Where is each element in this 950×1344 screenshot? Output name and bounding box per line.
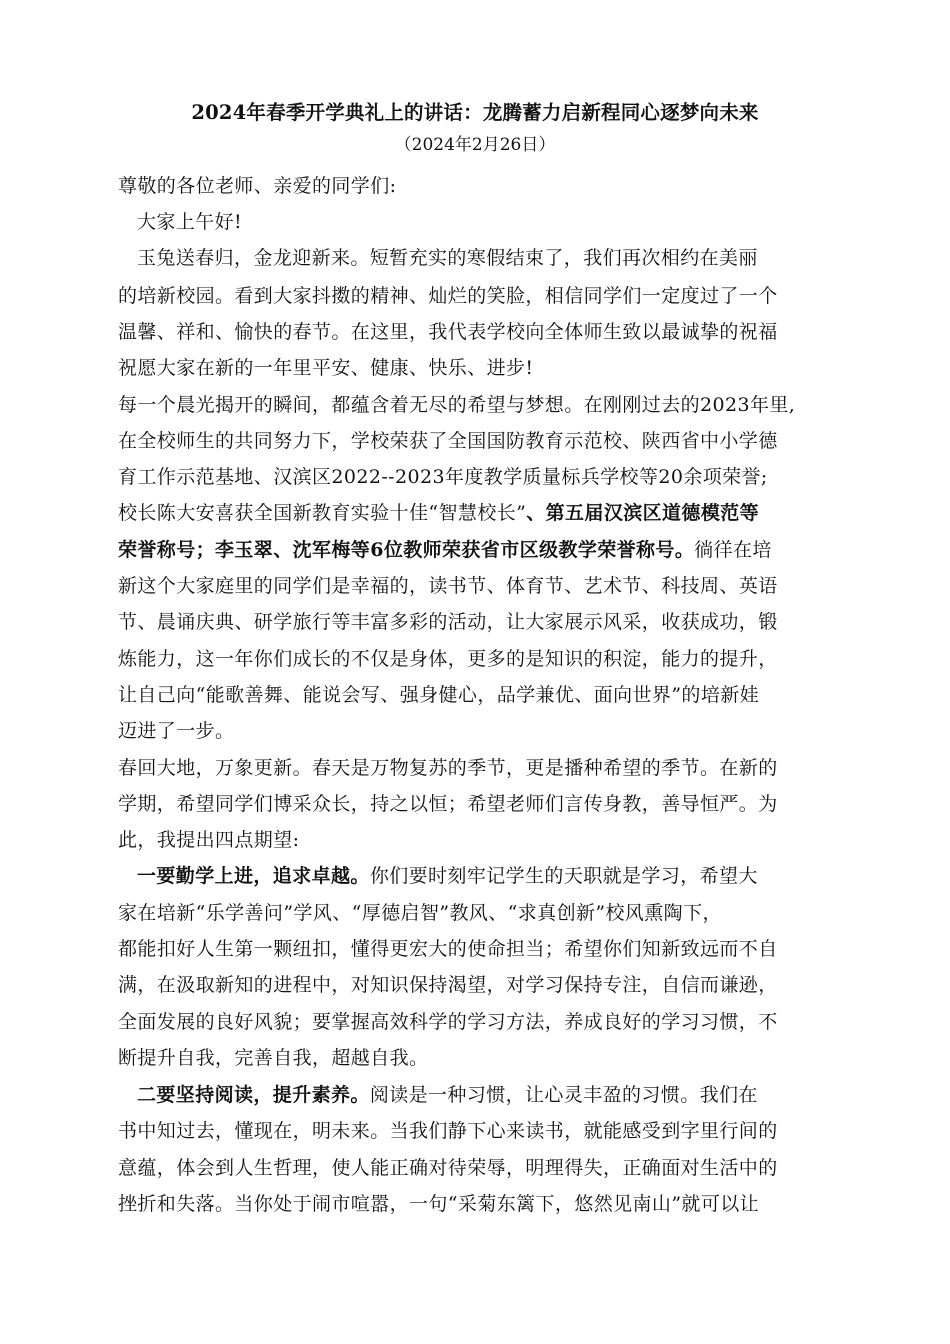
body-text: 祝愿大家在新的一年里平安、健康、快乐、进步! bbox=[118, 357, 534, 379]
body-text: 温馨、祥和、愉快的春节。在这里，我代表学校向全体师生致以最诚挚的祝福 bbox=[118, 321, 778, 343]
body-text: 意蕴，体会到人生哲理，使人能正确对待荣辱，明理得失，正确面对生活中的 bbox=[118, 1157, 778, 1179]
bold-text: 一要勤学上进，追求卓越。 bbox=[137, 865, 370, 887]
body-text: 全面发展的良好风貌；要掌握高效科学的学习方法，养成良好的学习习惯，不 bbox=[118, 1011, 778, 1033]
bold-text: 二要坚持阅读，提升素养。 bbox=[137, 1084, 370, 1106]
body-text: 徜徉在培 bbox=[694, 539, 772, 561]
text-line bbox=[118, 280, 878, 312]
body-text: 让自己向“能歌善舞、能说会写、强身健心，品学兼优、面向世界”的培新娃 bbox=[118, 684, 760, 706]
text-line bbox=[118, 316, 878, 348]
text-line bbox=[137, 242, 897, 274]
bold-text: 荣誉称号；李玉翠、沈军梅等6位教师荣获省市区级教学荣誉称号。 bbox=[118, 539, 695, 561]
text-line bbox=[137, 860, 897, 892]
text-line bbox=[118, 461, 878, 493]
body-text: 的培新校园。看到大家抖擞的精神、灿烂的笑脸，相信同学们一定度过了一个 bbox=[118, 285, 778, 307]
body-text: 满，在汲取新知的进程中，对知识保持渴望，对学习保持专注，自信而谦逊， bbox=[118, 974, 778, 996]
text-line bbox=[137, 206, 897, 238]
document-date: （2024年2月26日） bbox=[394, 135, 556, 155]
text-line bbox=[118, 752, 878, 784]
text-line bbox=[118, 1115, 878, 1147]
text-line bbox=[137, 1079, 897, 1111]
text-line bbox=[118, 389, 878, 421]
body-text: 此，我提出四点期望: bbox=[118, 829, 300, 851]
text-line bbox=[118, 1042, 878, 1074]
text-line bbox=[118, 897, 878, 929]
text-line bbox=[118, 606, 878, 638]
text-line bbox=[118, 715, 878, 747]
bold-text: 、第五届汉滨区道德模范等 bbox=[526, 502, 760, 524]
body-text: 每一个晨光揭开的瞬间，都蕴含着无尽的希望与梦想。在刚刚过去的2023年里, bbox=[118, 394, 796, 416]
body-text: 学期，希望同学们博采众长，持之以恒；希望老师们言传身教，善导恒严。为 bbox=[118, 793, 778, 815]
text-line bbox=[118, 1188, 878, 1220]
body-text: 节、晨诵庆典、研学旅行等丰富多彩的活动，让大家展示风采，收获成功，锻 bbox=[118, 611, 778, 633]
text-line bbox=[118, 170, 878, 202]
text-line bbox=[118, 352, 878, 384]
document-title: 2024年春季开学典礼上的讲话：龙腾蓄力启新程同心逐梦向未来 bbox=[191, 101, 759, 124]
body-text: 迈进了一步。 bbox=[118, 720, 235, 742]
text-line bbox=[118, 969, 878, 1001]
body-text: 新这个大家庭里的同学们是幸福的，读书节、体育节、艺术节、科技周、英语 bbox=[118, 575, 778, 597]
text-line bbox=[118, 643, 878, 675]
body-text: 断提升自我，完善自我，超越自我。 bbox=[118, 1047, 429, 1069]
body-text: 炼能力，这一年你们成长的不仅是身体，更多的是知识的积淀，能力的提升， bbox=[118, 648, 778, 670]
text-line bbox=[118, 534, 878, 566]
text-line bbox=[118, 933, 878, 965]
text-line bbox=[118, 679, 878, 711]
text-line bbox=[118, 497, 878, 529]
body-text: 阅读是一种习惯，让心灵丰盈的习惯。我们在 bbox=[369, 1084, 758, 1106]
body-text: 书中知过去，懂现在，明未来。当我们静下心来读书，就能感受到字里行间的 bbox=[118, 1120, 778, 1142]
body-text: 校长陈大安喜获全国新教育实验十佳“智慧校长” bbox=[118, 502, 527, 524]
body-text: 你们要时刻牢记学生的天职就是学习，希望大 bbox=[369, 865, 758, 887]
body-text: 在全校师生的共同努力下，学校荣获了全国国防教育示范校、陕西省中小学德 bbox=[118, 430, 778, 452]
text-line bbox=[118, 1152, 878, 1184]
text-line bbox=[118, 570, 878, 602]
text-line bbox=[118, 824, 878, 856]
body-text: 大家上午好! bbox=[137, 211, 243, 233]
text-line bbox=[118, 425, 878, 457]
body-text: 尊敬的各位老师、亲爱的同学们: bbox=[118, 175, 397, 197]
body-text: 挫折和失落。当你处于闹市喧嚣，一句“采菊东篱下，悠然见南山”就可以让 bbox=[118, 1193, 760, 1215]
body-text: 育工作示范基地、汉滨区2022--2023年度教学质量标兵学校等20余项荣誉; bbox=[118, 466, 768, 488]
body-text: 玉兔送春归，金龙迎新来。短暂充实的寒假结束了，我们再次相约在美丽 bbox=[137, 247, 758, 269]
body-text: 都能扣好人生第一颗纽扣，懂得更宏大的使命担当；希望你们知新致远而不自 bbox=[118, 938, 778, 960]
body-text: 春回大地，万象更新。春天是万物复苏的季节，更是播种希望的季节。在新的 bbox=[118, 757, 778, 779]
text-line bbox=[118, 788, 878, 820]
body-text: 家在培新“乐学善问”学风、“厚德启智”教风、“求真创新”校风熏陶下， bbox=[118, 902, 722, 924]
text-line bbox=[118, 1006, 878, 1038]
